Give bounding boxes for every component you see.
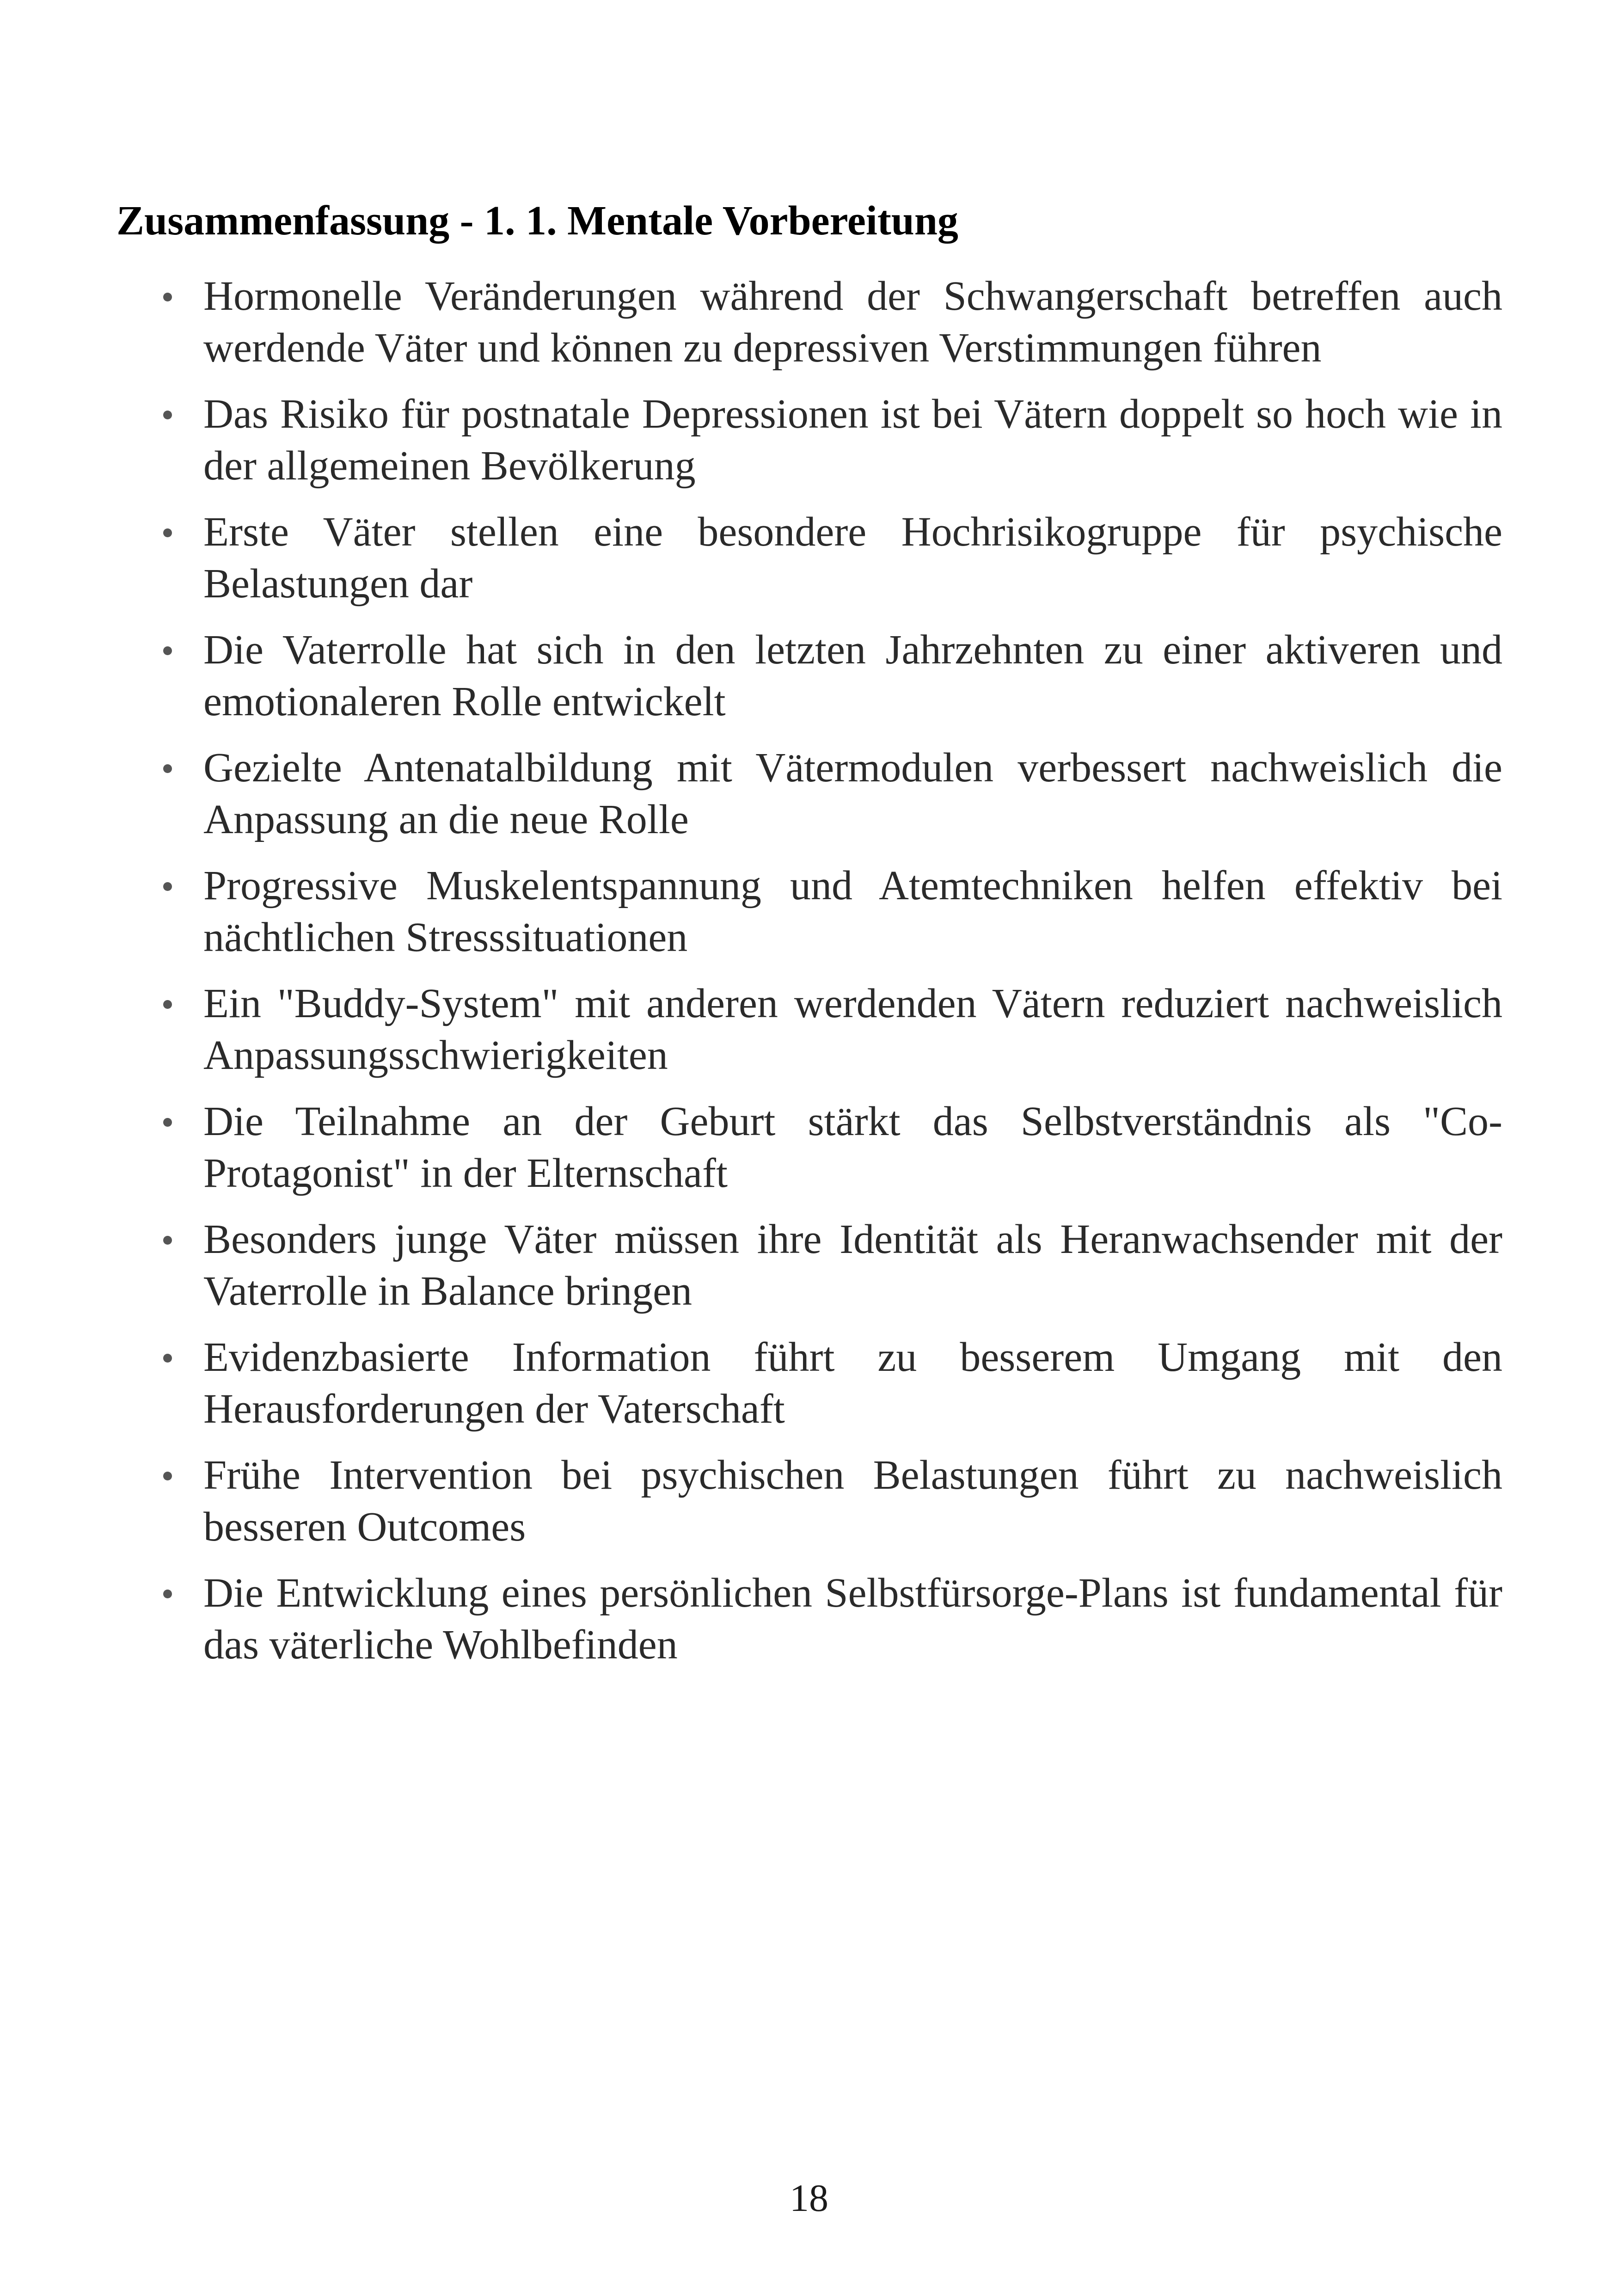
bullet-dot-icon	[163, 1000, 172, 1009]
bullet-text: Hormonelle Veränderungen während der Schwangerschaft betreffen auch werdende Väter und können zu depressiven Verstimmungen führen	[203, 273, 1502, 371]
bullet-dot-icon	[163, 293, 172, 301]
bullet-text: Die Entwicklung eines persönlichen Selbstfürsorge-Plans ist fundamental für das väterliche Wohlbefinden	[203, 1570, 1502, 1668]
bullet-dot-icon	[163, 1354, 172, 1363]
bullet-dot-icon	[163, 1118, 172, 1127]
page-number: 18	[790, 2177, 828, 2220]
bullet-dot-icon	[163, 411, 172, 419]
bullet-item	[0, 978, 1618, 1081]
summary-bullet-list	[0, 270, 1618, 1685]
bullet-text: Erste Väter stellen eine besondere Hochrisikogruppe für psychische Belastungen dar	[203, 509, 1502, 607]
bullet-text: Gezielte Antenatalbildung mit Vätermodulen verbessert nachweislich die Anpassung an die neue Rolle	[203, 745, 1502, 842]
bullet-item	[0, 1567, 1618, 1671]
bullet-item	[0, 270, 1618, 374]
bullet-item	[0, 860, 1618, 964]
bullet-item	[0, 1096, 1618, 1199]
bullet-text: Die Vaterrolle hat sich in den letzten Jahrzehnten zu einer aktiveren und emotionaleren Rolle entwickelt	[203, 627, 1502, 724]
bullet-text: Progressive Muskelentspannung und Atemtechniken helfen effektiv bei nächtlichen Stresssituationen	[203, 863, 1502, 960]
bullet-item	[0, 1449, 1618, 1553]
bullet-item	[0, 388, 1618, 492]
bullet-text: Ein "Buddy-System" mit anderen werdenden Vätern reduziert nachweislich Anpassungsschwierigkeiten	[203, 981, 1502, 1078]
bullet-dot-icon	[163, 882, 172, 891]
bullet-item	[0, 1332, 1618, 1435]
bullet-dot-icon	[163, 764, 172, 773]
bullet-dot-icon	[163, 528, 172, 537]
bullet-dot-icon	[163, 1236, 172, 1245]
section-heading: Zusammenfassung - 1. 1. Mentale Vorbereitung	[116, 198, 958, 244]
bullet-item	[0, 742, 1618, 846]
bullet-text: Das Risiko für postnatale Depressionen ist bei Vätern doppelt so hoch wie in der allgemeinen Bevölkerung	[203, 391, 1502, 489]
bullet-text: Besonders junge Väter müssen ihre Identität als Heranwachsender mit der Vaterrolle in Balance bringen	[203, 1216, 1502, 1314]
bullet-text: Frühe Intervention bei psychischen Belastungen führt zu nachweislich besseren Outcomes	[203, 1452, 1502, 1550]
bullet-text: Die Teilnahme an der Geburt stärkt das Selbstverständnis als "Co-Protagonist" in der Elternschaft	[203, 1099, 1502, 1196]
bullet-item	[0, 1214, 1618, 1317]
bullet-item	[0, 506, 1618, 610]
bullet-dot-icon	[163, 1472, 172, 1480]
bullet-dot-icon	[163, 646, 172, 655]
bullet-text: Evidenzbasierte Information führt zu besserem Umgang mit den Herausforderungen der Vaterschaft	[203, 1334, 1502, 1432]
bullet-dot-icon	[163, 1590, 172, 1598]
bullet-item	[0, 624, 1618, 728]
